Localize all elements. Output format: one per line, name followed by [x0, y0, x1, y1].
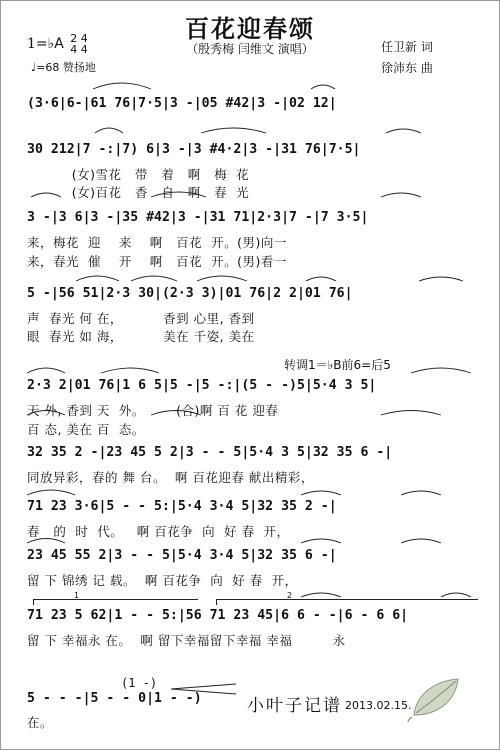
composer-credit: 徐沛东 曲	[381, 61, 433, 75]
song-title: 百花迎春颂	[185, 14, 315, 43]
lyric-row-7: 春 的 时 代。 啊 百花争 向 好 春 开，	[27, 524, 290, 539]
volta-bracket-2	[216, 591, 478, 605]
singers-line: （殷秀梅 闫维文 演唱）	[186, 42, 314, 56]
score-row-7: 71 23 3·6|5 - - 5:|5·4 3·4 5|32 35 2 -|	[27, 499, 337, 514]
lyric-row-4b: 眼 春光 如 海， 美在 千姿, 美在	[27, 329, 255, 344]
volta-number-2: 2	[287, 591, 293, 600]
volta-bracket-1	[33, 591, 198, 605]
key-label: 1=	[27, 36, 48, 52]
score-row-9: 71 23 5 62|1 - - 5:|56 71 23 45|6 6 - -|6 - 6 6|	[27, 608, 409, 623]
score-row-2: 30 212|7 -:|7) 6|3 -|3 #4·2|3 -|31 76|7·5|	[27, 142, 361, 157]
lyric-row-5b: 百 态, 美在 百 态。	[27, 422, 145, 437]
lyric-row-5a: 天 外, 香到 天 外。 (合)啊 百 花 迎春	[27, 403, 279, 418]
leaf-icon	[406, 673, 466, 723]
score-row-3: 3 -|3 6|3 -|35 #42|3 -|31 71|2·3|7 -|7 3·5|	[27, 210, 369, 225]
volta-number-1: 1	[74, 591, 80, 600]
lyric-row-4a: 声 春光 何 在， 香到 心里, 香到	[27, 311, 255, 326]
transcription-date: 2013.02.15.	[345, 699, 412, 712]
score-row-4: 5 -|56 51|2·3 30|(2·3 3)|01 76|2 2|01 76|	[27, 286, 353, 301]
lyric-row-9: 留 下 幸福永 在。 啊 留下幸福留下幸福 幸福 永	[27, 633, 346, 648]
time-signature-top: 2 4	[70, 32, 88, 45]
lyric-row-3b: 来，春光 催 开 啊 百花 开。(男)看一	[27, 254, 287, 269]
lyric-row-2b: (女)百花 香 自 啊 春 光	[27, 185, 250, 200]
lyric-row-2a: (女)雪花 带 着 啊 梅 花	[27, 167, 250, 182]
score-row-10: 5 - - -|5 - - 0|1 - -)	[27, 691, 202, 706]
score-row-6: 32 35 2 -|23 45 5 2|3 - - 5|5·4 3 5|32 35 6 -|	[27, 445, 393, 460]
key-note: ♭A	[47, 36, 64, 52]
time-signature-bottom: 4 4	[70, 43, 88, 56]
lyric-row-3a: 来，梅花 迎 来 啊 百花 开。(男)向一	[27, 235, 287, 250]
lyric-row-10: 在。	[27, 715, 54, 730]
score-row-5: 2·3 2|01 76|1 6 5|5 -|5 -:|(5 - -)5|5·4 3 5|	[27, 378, 377, 393]
modulation-note: 转调1＝♭B前6=后5	[284, 358, 391, 372]
score-row-1: (3·6|6-|61 76|7·5|3 -|05 #42|3 -|02 12|	[27, 96, 337, 111]
lyricist-credit: 任卫新 词	[381, 40, 433, 54]
transcriber-signature: 小叶子记谱	[247, 696, 342, 716]
score-row-10-marks: (1 -)	[121, 676, 158, 690]
tempo-marking: ♩=68 赞扬地	[31, 61, 96, 74]
lyric-row-6: 同放异彩，春的 舞 台。 啊 百花迎春 献出精彩，	[27, 470, 314, 485]
score-row-8: 23 45 55 2|3 - - 5|5·4 3·4 5|32 35 6 -|	[27, 548, 337, 563]
lyric-row-8: 留 下 锦绣 记 载。 啊 百花争 向 好 春 开，	[27, 573, 298, 588]
